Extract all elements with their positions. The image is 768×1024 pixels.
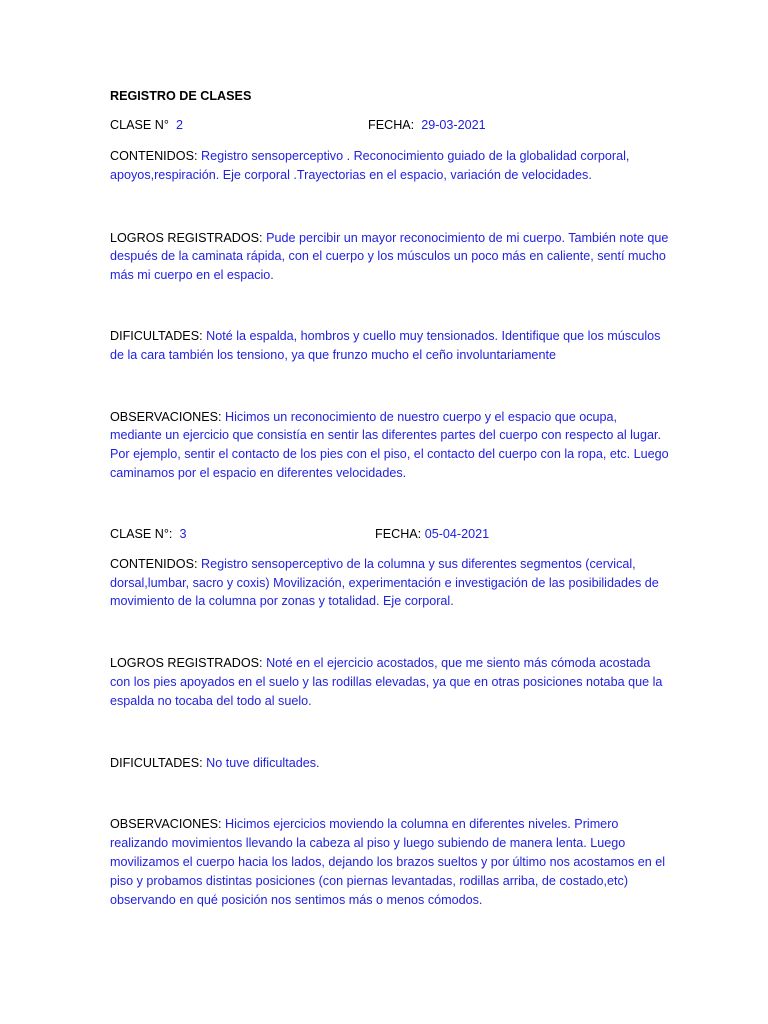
observaciones-label: OBSERVACIONES: — [110, 817, 222, 832]
document-title: REGISTRO DE CLASES — [110, 89, 252, 103]
logros-text: Pude percibir un mayor reconocimiento de mi cuerpo. También note que después de la caminata rápida, con el cuerpo y los músculos un poco más en caliente, sentí mucho más mi cuerpo en el espacio. — [110, 230, 669, 283]
logros-label: LOGROS REGISTRADOS: — [110, 656, 263, 671]
observaciones-paragraph — [110, 815, 670, 909]
dificultades-text: No tuve dificultades. — [206, 755, 320, 770]
observaciones-paragraph — [110, 408, 670, 483]
fecha-label: FECHA: — [368, 118, 415, 132]
clase-header-row — [110, 116, 670, 135]
fecha-group — [375, 525, 489, 544]
observaciones-label: OBSERVACIONES: — [110, 409, 222, 424]
clase-record-2 — [110, 525, 670, 910]
contenidos-paragraph — [110, 555, 670, 611]
clase-header-row — [110, 525, 670, 544]
clase-record-1 — [110, 116, 670, 483]
logros-paragraph — [110, 229, 670, 285]
fecha-value: 05-04-2021 — [424, 526, 490, 541]
logros-text: Noté en el ejercicio acostados, que me siento más cómoda acostada con los pies apoyados en el suelo y las rodillas elevadas, ya que en otras posiciones notaba que la espalda no tocaba del todo al suelo. — [110, 656, 663, 708]
clase-number-value: 2 — [175, 118, 183, 132]
contenidos-text: Registro sensoperceptivo de la columna y sus diferentes segmentos (cervical, dorsal,lumbar, sacro y coxis) Movilización, experimentación e investigación de las posibilidades de movimiento de la columna por zonas y totalidad. Eje corporal. — [110, 556, 659, 609]
contenidos-paragraph — [110, 147, 670, 185]
clase-number-value: 3 — [179, 526, 187, 541]
dificultades-label: DIFICULTADES: — [110, 755, 203, 770]
document-page — [110, 87, 670, 909]
contenidos-text: Registro sensoperceptivo . Reconocimiento guiado de la globalidad corporal, apoyos,respiración. Eje corporal .Trayectorias en el espacio, variación de velocidades. — [110, 149, 630, 182]
dificultades-text: Noté la espalda, hombros y cuello muy tensionados. Identifique que los músculos de la cara también los tensiono, ya que frunzo mucho el ceño involuntariamente — [110, 328, 661, 362]
dificultades-paragraph — [110, 754, 670, 773]
fecha-label: FECHA: — [375, 526, 422, 541]
logros-label: LOGROS REGISTRADOS: — [110, 230, 263, 245]
observaciones-text: Hicimos un reconocimiento de nuestro cuerpo y el espacio que ocupa, mediante un ejercicio que consistía en sentir las diferentes partes del cuerpo con respecto al lugar. Por ejemplo, sentir el contacto de los pies con el piso, el contacto del cuerpo con la ropa, etc. Luego caminamos por el espacio en diferentes velocidades. — [110, 409, 669, 480]
contenidos-label: CONTENIDOS: — [110, 556, 198, 571]
dificultades-paragraph — [110, 327, 670, 365]
contenidos-label: CONTENIDOS: — [110, 149, 198, 163]
clase-number-label: CLASE N° — [110, 118, 169, 132]
observaciones-text: Hicimos ejercicios moviendo la columna en diferentes niveles. Primero realizando movimientos llevando la cabeza al piso y luego subiendo de manera lenta. Luego movilizamos el cuerpo hacia los lados, dejando los brazos sueltos y por último nos acostamos en el piso y probamos distintas posiciones (con piernas levantadas, rodillas arriba, de costado,etc) observando en qué posición nos sentimos más o menos cómodos. — [110, 817, 666, 907]
fecha-value: 29-03-2021 — [421, 118, 486, 132]
fecha-group — [368, 116, 486, 135]
logros-paragraph — [110, 654, 670, 710]
dificultades-label: DIFICULTADES: — [110, 328, 203, 343]
clase-number-label: CLASE N°: — [110, 526, 173, 541]
